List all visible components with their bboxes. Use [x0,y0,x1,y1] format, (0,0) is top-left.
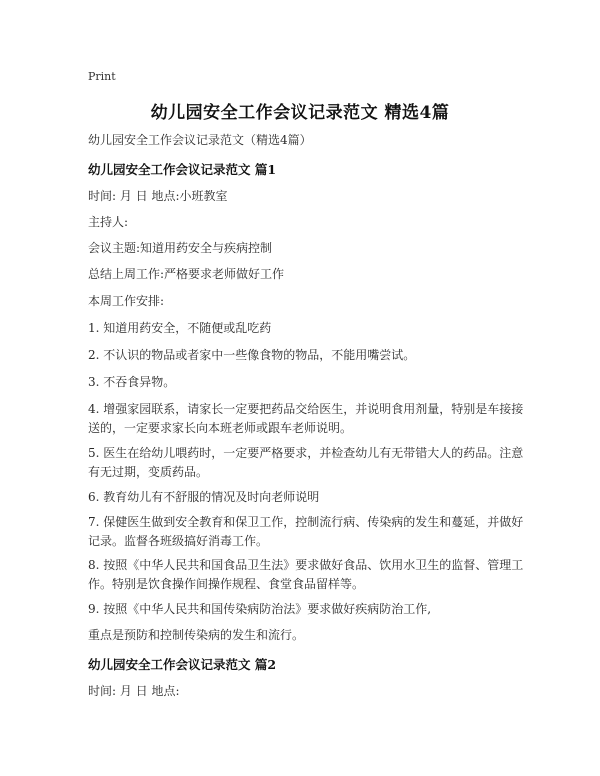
section-2-heading: 幼儿园安全工作会议记录范文 篇2 [88,657,277,672]
list-item: 7. 保健医生做到安全教育和保卫工作，控制流行病、传染病的发生和蔓延，并做好记录。监督各班级搞好消毒工作。 [88,515,524,548]
list-item: 3. 不吞食异物。 [88,375,176,389]
section-1-plan-label: 本周工作安排: [88,294,165,308]
section-1-summary: 总结上周工作:严格要求老师做好工作 [88,267,285,281]
section-1-heading: 幼儿园安全工作会议记录范文 篇1 [88,162,277,177]
section-1-topic: 会议主题:知道用药安全与疾病控制 [88,241,273,255]
list-item: 6. 教育幼儿有不舒服的情况及时向老师说明 [88,490,320,504]
list-item: 2. 不认识的物品或者家中一些像食物的物品，不能用嘴尝试。 [88,348,416,362]
list-item: 1. 知道用药安全，不随便或乱吃药 [88,321,272,335]
document-subtitle: 幼儿园安全工作会议记录范文（精选4篇） [88,133,312,147]
section-1-time-place: 时间: 月 日 地点:小班教室 [88,189,228,203]
print-label[interactable]: Print [88,70,116,83]
document-title: 幼儿园安全工作会议记录范文 精选4篇 [150,103,450,123]
section-2-time-place: 时间: 月 日 地点: [88,684,180,698]
list-item: 9. 按照《中华人民共和国传染病防治法》要求做好疾病防治工作, [88,602,432,616]
section-1-host: 主持人: [88,215,129,229]
list-item: 5. 医生在给幼儿喂药时，一定要严格要求，并检查幼儿有无带错大人的药品。注意有无过期，变质药品。 [88,446,524,479]
list-item: 4. 增强家园联系，请家长一定要把药品交给医生，并说明食用剂量，特别是车接接送的，一定要求家长向本班老师或跟车老师说明。 [88,402,524,435]
list-item: 8. 按照《中华人民共和国食品卫生法》要求做好食品、饮用水卫生的监督、管理工作。特别是饮食操作间操作规程、食堂食品留样等。 [88,558,524,591]
section-1-closing: 重点是预防和控制传染病的发生和流行。 [88,628,305,642]
